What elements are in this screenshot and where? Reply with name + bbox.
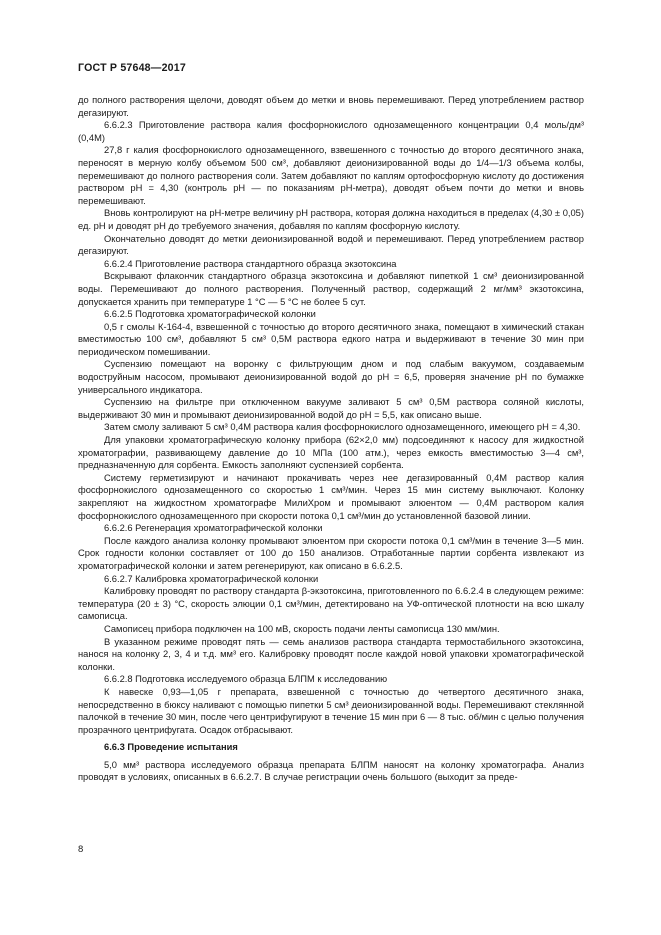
paragraph: Вновь контролируют на pH-метре величину pH раствора, которая должна находиться в пределах (4,30 ± 0,05) ед. pH и доводят pH до требуемого значения, добавляя по каплям фосфорную кислоту. xyxy=(78,208,584,231)
document-body xyxy=(78,94,584,784)
paragraph: Систему герметизируют и начинают прокачивать через нее дегазированный 0,4М раствор калия фосфорнокислого однозамещенного со скоростью 1 см³/мин. Через 15 мин систему выключают. Колонку закрепляют на жидкостном хроматографе МилиХром и промывают элюентом — 0,4М раствором калия фосфорнокислого однозамещенного при скорости потока 0,1 см³/мин до установленной базовой линии. xyxy=(78,472,584,521)
page-number: 8 xyxy=(78,844,84,855)
paragraph: Окончательно доводят до метки деионизированной водой и перемешивают. Перед употреблением раствор дегазируют. xyxy=(78,233,584,257)
paragraph: Суспензию помещают на воронку с фильтрующим дном и под слабым вакуумом, создаваемым водоструйным насосом, промывают деионизированной водой до pH = 6,5, проверяя значение pH по бумажке универсального индикатора. xyxy=(78,359,584,395)
paragraph: Затем смолу заливают 5 см³ 0,4М раствора калия фосфорнокислого однозамещенного, имеющего pH = 4,30. xyxy=(104,422,581,433)
section-heading-6-6-2-8: 6.6.2.8 Подготовка исследуемого образца БЛПМ к исследованию xyxy=(104,674,388,685)
paragraph-continuation: до полного растворения щелочи, доводят объем до метки и вновь перемешивают. Перед употреблением раствор дегазируют. xyxy=(78,95,584,118)
section-heading-6-6-3: 6.6.3 Проведение испытания xyxy=(104,742,238,753)
paragraph: 27,8 г калия фосфорнокислого однозамещенного, взвешенного с точностью до второго десятичного знака, переносят в мерную колбу объемом 500 см³, добавляют деионизированной воды до 1/4—1/3 объема колбы, перемешивают до полного растворения соли. Затем добавляют по каплям ортофосфорную кислоту до достижения раствором pH = 4,30 (контроль pH — по показаниям pH-метра), доводят объем почти до метки и вновь перемешивают. xyxy=(78,145,584,206)
section-heading-6-6-2-3: 6.6.2.3 Приготовление раствора калия фосфорнокислого однозамещенного концентрации 0,4 моль/дм³ (0,4М) xyxy=(78,120,584,143)
paragraph: Суспензию на фильтре при отключенном вакууме заливают 5 см³ 0,5М раствора соляной кислоты, выдерживают 30 мин и промывают деионизированной водой до pH = 5,5, как описано выше. xyxy=(78,397,584,420)
paragraph: К навеске 0,93—1,05 г препарата, взвешенной с точностью до четвертого десятичного знака, непосредственно в бюксу наливают с помощью пипетки 5 см³ деионизированной воды. Перемешивают стеклянной палочкой в течение 30 мин, после чего центрифугируют в течение 15 мин при 6 — 8 тыс. об/мин с целью получения прозрачного центрифугата. Осадок отбрасывают. xyxy=(78,686,584,735)
paragraph: 5,0 мм³ раствора исследуемого образца препарата БЛПМ наносят на колонку хроматографа. Анализ проводят в условиях, описанных в 6.6.2.7. В случае регистрации очень большого (выходит за преде- xyxy=(78,759,584,783)
section-heading-6-6-2-4: 6.6.2.4 Приготовление раствора стандартного образца экзотоксина xyxy=(104,258,397,269)
section-heading-6-6-2-6: 6.6.2.6 Регенерация хроматографической колонки xyxy=(104,523,323,534)
paragraph: 0,5 г смолы К-164-4, взвешенной с точностью до второго десятичного знака, помещают в химический стакан вместимостью 100 см³, добавляют 5 см³ 0,5М раствора едкого натра и выдерживают в течение 30 мин при периодическом помешивании. xyxy=(78,321,584,357)
paragraph: После каждого анализа колонку промывают элюентом при скорости потока 0,1 см³/мин в течение 3—5 мин. Срок годности колонки составляет от 100 до 150 анализов. Отработанные партии сорбента извлекают из хроматографической колонки и затем регенерируют, как описано в 6.6.2.5. xyxy=(78,535,584,571)
section-heading-6-6-2-7: 6.6.2.7 Калибровка хроматографической колонки xyxy=(104,573,319,584)
paragraph: Вскрывают флакончик стандартного образца экзотоксина и добавляют пипеткой 1 см³ деионизированной воды. Перемешивают до полного растворения. Полученный раствор, содержащий 2 мг/мм³ экзотоксина, допускается хранить при температуре 1 °С — 5 °С не более 5 сут. xyxy=(78,271,584,307)
paragraph: Для упаковки хроматографическую колонку прибора (62×2,0 мм) подсоединяют к насосу для жидкостной хроматографии, развивающему давление до 10 МПа (100 атм.), через емкость вместимостью 3—4 см³, предназначенную для сорбента. Емкость заполняют суспензией сорбента. xyxy=(78,435,584,471)
paragraph: Самописец прибора подключен на 100 мВ, скорость подачи ленты самописца 130 мм/мин. xyxy=(104,623,500,634)
paragraph: В указанном режиме проводят пять — семь анализов раствора стандарта термостабильного экзотоксина, нанося на колонку 2, 3, 4 и т.д. мм³ его. Калибровку проводят после каждой новой упаковки хроматографической колонки. xyxy=(78,636,584,672)
section-heading-6-6-2-5: 6.6.2.5 Подготовка хроматографической колонки xyxy=(104,309,316,320)
paragraph: Калибровку проводят по раствору стандарта β-экзотоксина, приготовленного по 6.6.2.4 в следующем режиме: температура (20 ± 3) °С, скорость элюции 0,1 см³/мин, детектировано на УФ-оптической плотности на всю шкалу самописца. xyxy=(78,586,584,622)
standard-header: ГОСТ Р 57648—2017 xyxy=(78,62,186,74)
